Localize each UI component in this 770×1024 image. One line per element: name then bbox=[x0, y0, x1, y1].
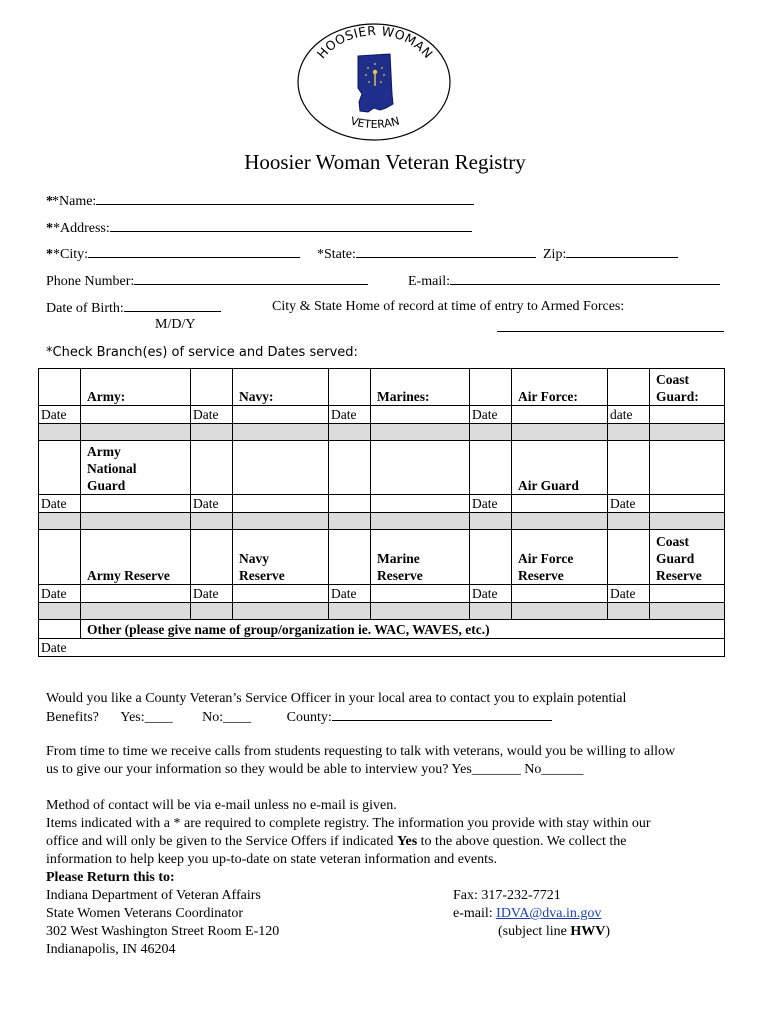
notes-line1: Method of contact will be via e-mail unless no e-mail is given. bbox=[46, 798, 397, 813]
name-label: *Name: bbox=[52, 194, 97, 209]
air-guard-date-input[interactable] bbox=[512, 495, 608, 513]
date-label: Date bbox=[39, 585, 81, 603]
logo-top-text: HOOSIER WOMAN bbox=[313, 23, 437, 62]
email-link[interactable]: IDVA@dva.in.gov bbox=[496, 906, 602, 921]
phone-field[interactable] bbox=[46, 272, 368, 290]
date-label: Date bbox=[41, 640, 67, 655]
city-field[interactable]: **City: bbox=[46, 245, 300, 263]
date-label: Date bbox=[329, 406, 371, 424]
name-field[interactable]: **Name: bbox=[46, 192, 474, 210]
q1-county-input[interactable] bbox=[332, 708, 552, 721]
coast-guard-date-input[interactable] bbox=[650, 406, 725, 424]
date-label: Date bbox=[470, 406, 512, 424]
other-label: Other (please give name of group/organization ie. WAC, WAVES, etc.) bbox=[81, 620, 725, 639]
coast-guard-reserve-label: Coast Guard Reserve bbox=[650, 530, 725, 585]
city-label: *City: bbox=[53, 247, 89, 262]
other-checkbox[interactable] bbox=[39, 620, 81, 639]
army-date-input[interactable] bbox=[81, 406, 191, 424]
county-officer-question bbox=[46, 690, 736, 727]
address-label: *Address: bbox=[53, 221, 110, 236]
navy-checkbox[interactable] bbox=[191, 369, 233, 406]
q1-no[interactable]: No:____ bbox=[202, 710, 252, 725]
notes-line2: Items indicated with a * are required to complete registry. The information you provide with stay within our bbox=[46, 816, 651, 831]
marine-reserve-checkbox[interactable] bbox=[329, 530, 371, 585]
email-contact: e-mail: IDVA@dva.in.gov bbox=[453, 906, 602, 921]
navy-reserve-date-input[interactable] bbox=[233, 585, 329, 603]
email-label: E-mail: bbox=[408, 274, 450, 289]
date-input[interactable] bbox=[650, 495, 725, 513]
navy-label: Navy: bbox=[233, 369, 329, 406]
phone-label: Phone Number: bbox=[46, 274, 135, 289]
army-national-guard-date-input[interactable] bbox=[81, 495, 191, 513]
q2-line2: us to give our your information so they would be able to interview you? Yes_______ No______ bbox=[46, 762, 584, 777]
return-address-line: 302 West Washington Street Room E-120 bbox=[46, 924, 280, 939]
notes-block bbox=[46, 797, 736, 959]
air-force-checkbox[interactable] bbox=[470, 369, 512, 406]
date-label: Date bbox=[39, 406, 81, 424]
date-label: Date bbox=[470, 585, 512, 603]
student-interview-question bbox=[46, 743, 736, 779]
return-address-line: Indiana Department of Veteran Affairs bbox=[46, 888, 261, 903]
hoosier-woman-veteran-logo bbox=[296, 22, 452, 142]
state-field[interactable] bbox=[317, 245, 536, 263]
coast-guard-reserve-date-input[interactable] bbox=[650, 585, 725, 603]
fax-number: Fax: 317-232-7721 bbox=[453, 888, 561, 903]
army-national-guard-label: Army National Guard bbox=[81, 441, 191, 495]
other-date-input[interactable] bbox=[39, 639, 725, 657]
date-label: Date bbox=[470, 495, 512, 513]
date-label: Date bbox=[191, 495, 233, 513]
return-address-line: Indianapolis, IN 46204 bbox=[46, 942, 176, 957]
notes-line4: information to help keep you up-to-date on state veteran information and events. bbox=[46, 852, 497, 867]
date-label: Date bbox=[608, 495, 650, 513]
air-force-reserve-label: Air Force Reserve bbox=[512, 530, 608, 585]
zip-label: Zip: bbox=[543, 247, 567, 262]
branch-table bbox=[38, 368, 725, 657]
return-address-line: State Women Veterans Coordinator bbox=[46, 906, 244, 921]
marines-label: Marines: bbox=[371, 369, 470, 406]
notes-line3: office and will only be given to the Service Offers if indicated Yes to the above question. We collect the bbox=[46, 834, 627, 849]
air-guard-checkbox[interactable] bbox=[470, 441, 512, 495]
air-force-label: Air Force: bbox=[512, 369, 608, 406]
marines-checkbox[interactable] bbox=[329, 369, 371, 406]
navy-reserve-checkbox[interactable] bbox=[191, 530, 233, 585]
coast-guard-reserve-checkbox[interactable] bbox=[608, 530, 650, 585]
address-field[interactable]: **Address: bbox=[46, 219, 472, 237]
q1-benefits: Benefits? bbox=[46, 710, 99, 725]
date-label: date bbox=[608, 406, 650, 424]
subject-line-note: (subject line HWV) bbox=[498, 924, 610, 939]
date-input[interactable] bbox=[233, 495, 329, 513]
logo-bottom-text: VETERAN bbox=[349, 114, 401, 132]
q2-line1: From time to time we receive calls from students requesting to talk with veterans, would you be willing to allow bbox=[46, 744, 676, 759]
air-guard-label: Air Guard bbox=[512, 441, 608, 495]
army-national-guard-checkbox[interactable] bbox=[39, 441, 81, 495]
army-reserve-label: Army Reserve bbox=[81, 530, 191, 585]
coast-guard-label: Coast Guard: bbox=[650, 369, 725, 406]
zip-field[interactable] bbox=[543, 245, 678, 263]
dob-format-hint: M/D/Y bbox=[155, 317, 196, 332]
air-force-reserve-checkbox[interactable] bbox=[470, 530, 512, 585]
branch-prompt: *Check Branch(es) of service and Dates served: bbox=[46, 345, 358, 360]
navy-date-input[interactable] bbox=[233, 406, 329, 424]
navy-reserve-label: Navy Reserve bbox=[233, 530, 329, 585]
date-label: Date bbox=[191, 585, 233, 603]
air-force-date-input[interactable] bbox=[512, 406, 608, 424]
q1-county-label: County: bbox=[286, 710, 332, 725]
page-title: Hoosier Woman Veteran Registry bbox=[244, 150, 526, 174]
q1-yes[interactable]: Yes:____ bbox=[120, 710, 173, 725]
date-label: Date bbox=[608, 585, 650, 603]
dob-field[interactable] bbox=[46, 299, 221, 317]
date-label: Date bbox=[191, 406, 233, 424]
marines-date-input[interactable] bbox=[371, 406, 470, 424]
return-heading: Please Return this to: bbox=[46, 870, 175, 885]
army-checkbox[interactable] bbox=[39, 369, 81, 406]
date-label: Date bbox=[39, 495, 81, 513]
dob-label: Date of Birth: bbox=[46, 301, 124, 316]
coast-guard-checkbox[interactable] bbox=[608, 369, 650, 406]
marine-reserve-label: Marine Reserve bbox=[371, 530, 470, 585]
marine-reserve-date-input[interactable] bbox=[371, 585, 470, 603]
army-reserve-checkbox[interactable] bbox=[39, 530, 81, 585]
home-of-record-input[interactable] bbox=[497, 318, 724, 332]
home-of-record-label: City & State Home of record at time of entry to Armed Forces: bbox=[272, 299, 625, 314]
army-reserve-date-input[interactable] bbox=[81, 585, 191, 603]
state-label: *State: bbox=[317, 247, 356, 262]
q1-line1: Would you like a County Veteran’s Service Officer in your local area to contact you to explain potential bbox=[46, 691, 627, 706]
army-label: Army: bbox=[81, 369, 191, 406]
air-force-reserve-date-input[interactable] bbox=[512, 585, 608, 603]
email-field[interactable] bbox=[408, 272, 720, 290]
date-label: Date bbox=[329, 585, 371, 603]
